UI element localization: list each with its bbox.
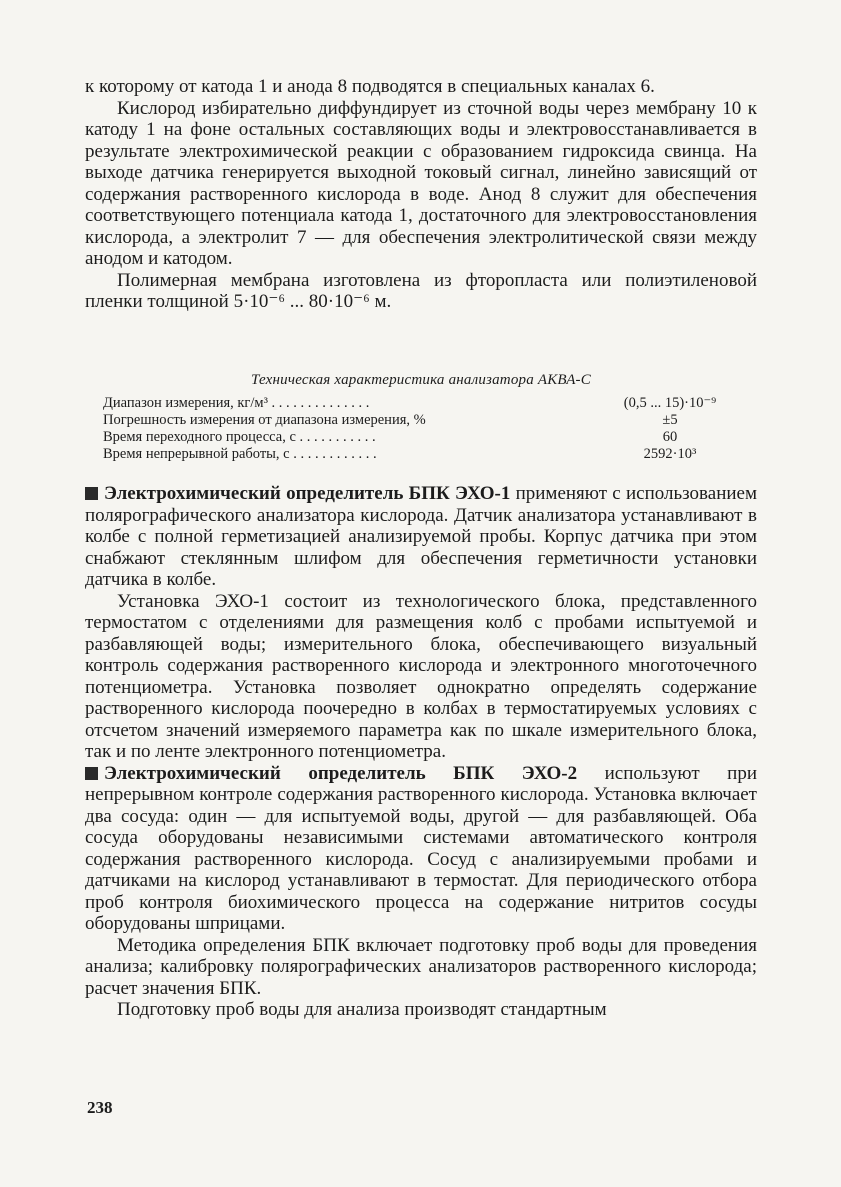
spec-label: Диапазон измерения, кг/м³ . . . . . . . . . . . . . .	[103, 395, 370, 411]
spec-row	[85, 395, 757, 412]
paragraph-oxygen-diffusion: Кислород избирательно диффундирует из сточной воды через мембрану 10 к катоду 1 на фоне остальных составляющих воды и электровосстанавливается в результате электрохимической реакции с образованием гидроксида свинца. На выходе датчика генерируется выходной токовый сигнал, линейно зависящий от содержания растворенного кислорода в воде. Анод 8 служит для обеспечения соответствующего потенциала катода 1, достаточного для электровосстановления кислорода, а электролит 7 — для обеспечения электролитической связи между анодом и катодом.	[85, 97, 757, 269]
heading-exo1: Электрохимический определитель БПК ЭХО-1	[104, 483, 511, 504]
paragraph-exo1	[85, 483, 757, 591]
paragraph-membrane: Полимерная мембрана изготовлена из фторопласта или полиэтиленовой пленки толщиной 5·10⁻⁶ ... 80·10⁻⁶ м.	[85, 269, 757, 312]
spec-value: 2592·10³	[643, 446, 697, 462]
spec-table	[85, 372, 757, 463]
spec-row	[85, 412, 757, 429]
paragraph-method: Методика определения БПК включает подготовку проб воды для проведения анализа; калибровку полярографических анализаторов растворенного кислорода; расчет значения БПК.	[85, 934, 757, 999]
text-exo1: применяют с использованием полярографического анализатора кислорода. Датчик анализатора устанавливают в колбе с полной герметизацией анализируемой пробы. Корпус датчика при этом снабжают стеклянным шлифом для обеспечения герметичности установки датчика в колбе.	[85, 483, 757, 590]
spec-row	[85, 446, 757, 463]
spec-row	[85, 429, 757, 446]
spec-label: Погрешность измерения от диапазона измерения, %	[103, 412, 426, 428]
square-bullet-icon	[85, 487, 98, 500]
spec-table-title: Техническая характеристика анализатора АКВА-С	[251, 372, 591, 388]
spec-value: ±5	[662, 412, 678, 428]
main-text-block	[85, 483, 757, 1021]
spec-label: Время непрерывной работы, с . . . . . . . . . . . .	[103, 446, 377, 462]
square-bullet-icon	[85, 767, 98, 780]
paragraph-exo1-setup: Установка ЭХО-1 состоит из технологического блока, представленного термостатом с отделениями для размещения колб с пробами испытуемой и разбавляющей воды; измерительного блока, обеспечивающего визуальный контроль содержания растворенного кислорода и электронного многоточечного потенциометра. Установка позволяет однократно определять содержание растворенного кислорода поочередно в колбах в термостатируемых условиях с отсчетом значений измеряемого параметра как по шкале измерительного блока, так и по ленте электронного потенциометра.	[85, 590, 757, 762]
paragraph-last: Подготовку проб воды для анализа производят стандартным	[117, 999, 607, 1020]
spec-label: Время переходного процесса, с . . . . . . . . . . .	[103, 429, 376, 445]
text-exo2: используют при непрерывном контроле содержания растворенного кислорода. Установка включает два сосуда: один — для испытуемой воды, другой — для разбавляющей. Оба сосуда оборудованы независимыми системами автоматического контроля содержания растворенного кислорода. Сосуд с анализируемыми пробами и датчиками на кислород устанавливают в термостат. Для периодического отбора проб контроля биохимического процесса на содержание нитритов сосуды оборудованы шприцами.	[85, 762, 757, 934]
paragraph-continuation: к которому от катода 1 и анода 8 подводятся в специальных каналах 6.	[85, 76, 655, 97]
spec-value: (0,5 ... 15)·10⁻⁹	[623, 395, 717, 411]
paragraph-exo2	[85, 763, 757, 935]
heading-exo2: Электрохимический определитель БПК ЭХО-2	[104, 762, 578, 784]
spec-value: 60	[662, 429, 678, 445]
page-number: 238	[87, 1098, 113, 1117]
top-text-block	[85, 76, 757, 313]
